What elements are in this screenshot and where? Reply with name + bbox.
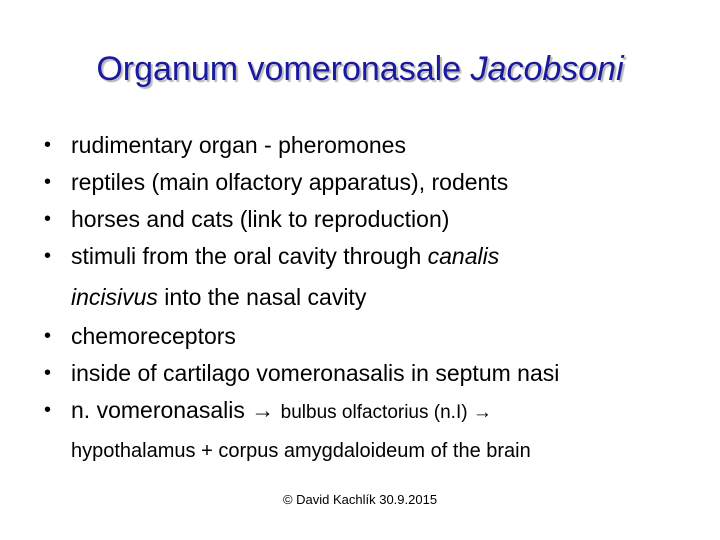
footer-credit: © David Kachlík 30.9.2015 xyxy=(282,492,438,507)
bullet-dot: • xyxy=(44,208,52,230)
bullet-text: reptiles (main olfactory apparatus), rodents xyxy=(71,169,509,195)
bullet-text-small: bulbus olfactorius (n.I) → xyxy=(280,402,492,423)
bullet-text xyxy=(71,392,492,431)
bullet-text: horses and cats (link to reproduction) xyxy=(71,206,450,232)
bullet-continuation xyxy=(71,279,366,316)
bullet-text-italic: canalis xyxy=(427,243,500,269)
bullet-text-part: stimuli from the oral cavity through xyxy=(71,243,428,269)
bullet-dot: • xyxy=(44,245,52,267)
bullet-text: chemoreceptors xyxy=(71,323,236,349)
bullet-dot: • xyxy=(44,362,52,384)
title-main: Organum vomeronasale xyxy=(96,50,471,88)
bullet-dot: • xyxy=(44,325,52,347)
bullet-text-part: n. vomeronasalis → xyxy=(71,397,281,423)
bullet-dot: • xyxy=(44,134,52,156)
bullet-dot: • xyxy=(44,399,52,421)
bullet-text: inside of cartilago vomeronasalis in septum nasi xyxy=(71,360,560,386)
continuation-text: into the nasal cavity xyxy=(157,284,367,310)
bullet-continuation: hypothalamus + corpus amygdaloideum of the brain xyxy=(71,440,531,462)
bullet-dot: • xyxy=(44,171,52,193)
bullet-text: rudimentary organ - pheromones xyxy=(71,132,406,158)
title-italic: Jacobsoni xyxy=(470,50,624,88)
bullet-text xyxy=(71,238,499,275)
continuation-italic: incisivus xyxy=(71,284,158,310)
